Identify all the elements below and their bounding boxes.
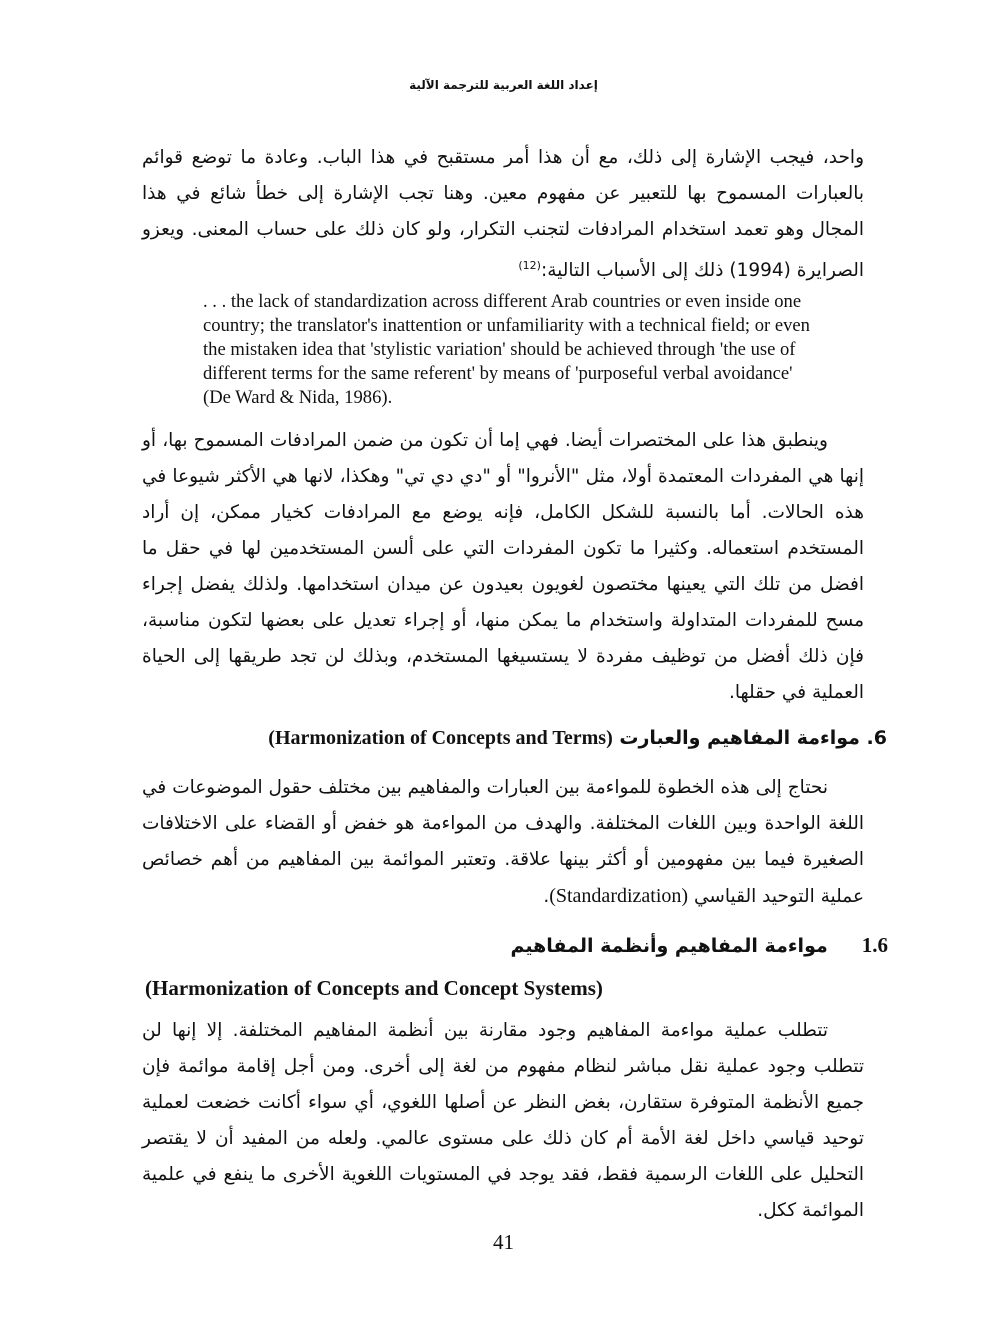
paragraph-4-text: تتطلب عملية مواءمة المفاهيم وجود مقارنة بين أنظمة المفاهيم المختلفة. إلا إنها لن تتطلب وجود عملية نقل مباشر لنظام مفهوم من لغة إلى أخرى. ومن أجل إقامة موائمة فإن جميع الأنظمة المتوفرة ستقارن، بغض النظر عن أصلها اللغوي، أي سواء أكانت خضعت لعملية توحيد قياسي داخل لغة الأمة أم كان ذلك على مستوى عالمي. ولعله من المفيد أن لا يقتصر التحليل على اللغات الرسمية فقط، فقد يوجد في المستويات اللغوية الأخرى ما ينفع في علمية الموائمة ككل. bbox=[142, 1020, 864, 1221]
paragraph-3 bbox=[142, 770, 864, 915]
section-6-1-title-en: (Harmonization of Concepts and Concept Systems) bbox=[145, 976, 603, 1000]
section-6-heading bbox=[200, 718, 887, 758]
paragraph-2 bbox=[142, 423, 864, 711]
section-6-title-en: (Harmonization of Concepts and Terms) bbox=[268, 727, 613, 749]
standardization-term: (Standardization) bbox=[549, 885, 689, 907]
section-6-1-number: 1.6 bbox=[861, 933, 888, 957]
footnote-reference: (12) bbox=[518, 259, 541, 272]
paragraph-2-text: وينطبق هذا على المختصرات أيضا. فهي إما أن تكون من ضمن المرادفات المسموح بها، أو إنها هي المفردات المعتمدة أولا، مثل "الأنروا" أو "دي دي تي" وهكذا، لانها هي الأكثر شيوعا في هذه الحالات. أما بالنسبة للشكل الكامل، فإنه يوضع مع المرادفات كخيار ممكن، إن أراد المستخدم استعماله. وكثيرا ما تكون المفردات التي على ألسن المستخدمين لها في حقل ما افضل من تلك التي يعينها مختصون لغويون بعيدون عن ميدان استخدامها. ولذلك يفضل إجراء مسح للمفردات المتداولة واستخدام ما يمكن منها، أو إجراء تعديل على بعضها لتكون مناسبة، فإن ذلك أفضل من توظيف مفردة لا يستسيغها المستخدم، وبذلك لن تجد طريقها إلى الحياة العملية في حقلها. bbox=[142, 430, 864, 703]
section-6-1-heading bbox=[300, 925, 888, 966]
section-6-1-title-ar: مواءمة المفاهيم وأنظمة المفاهيم bbox=[510, 935, 828, 957]
paragraph-3-end: . bbox=[543, 886, 550, 907]
paragraph-1-text: واحد، فيجب الإشارة إلى ذلك، مع أن هذا أمر مستقبح في هذا الباب. وعادة ما توضع قوائم بالعبارات المسموح بها للتعبير عن مفهوم معين. وهنا تجب الإشارة إلى خطأ شائع في هذا المجال وهو تعمد استخدام المرادفات لتجنب التكرار، ولو كان ذلك على حساب المعنى. ويعزو الصرايرة (1994) ذلك إلى الأسباب التالية: bbox=[142, 147, 864, 282]
section-6-title-ar: مواءمة المفاهيم والعبارت bbox=[619, 727, 860, 749]
paragraph-4 bbox=[142, 1013, 864, 1229]
paragraph-1 bbox=[142, 140, 864, 289]
page-number: 41 bbox=[493, 1230, 514, 1254]
block-quote: . . . the lack of standardization across different Arab countries or even inside one country; the translator's inattention or unfamiliarity with a technical field; or even the mistaken idea that 'stylistic variation' should be achieved through 'the use of different terms for the same referent' by means of 'purposeful verbal avoidance' (De Ward & Nida, 1986). bbox=[203, 291, 810, 408]
paragraph-3-text: نحتاج إلى هذه الخطوة للمواءمة بين العبارات والمفاهيم بين مختلف حقول الموضوعات في اللغة الواحدة وبين اللغات المختلفة. والهدف من المواءمة هو خفض أو القضاء على الاختلافات الصغيرة فيما بين مفهومين أو أكثر بينها علاقة. وتعتبر الموائمة بين المفاهيم من أهم خصائص عملية التوحيد القياسي bbox=[142, 777, 864, 907]
running-header: إعداد اللغة العربية للترجمة الآلية bbox=[409, 78, 598, 92]
section-6-number: 6. bbox=[866, 727, 887, 749]
